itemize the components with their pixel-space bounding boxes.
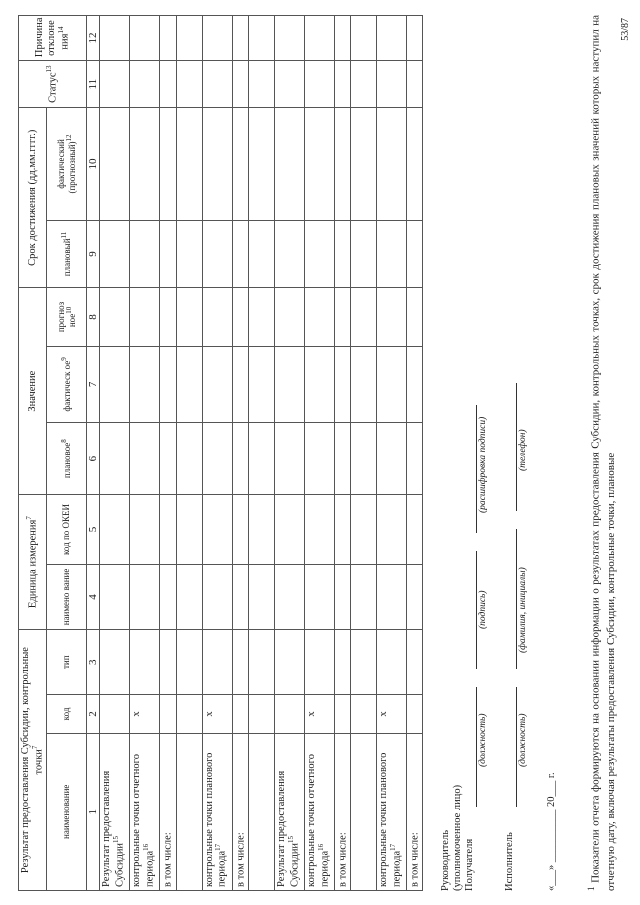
row-code-cell — [407, 695, 423, 733]
empty-cell[interactable] — [232, 495, 248, 565]
footnote-text: Показатели отчета формируются на основании информации о результатах предоставления Субсидии, контрольных точках, срок достижения плановых значений которых наступил на отчетную дату, включая результаты предоставления Субсидии, контрольные точки, плановые — [589, 14, 617, 891]
empty-cell[interactable] — [160, 220, 176, 287]
empty-cell[interactable] — [176, 16, 202, 61]
table-row — [160, 16, 176, 891]
empty-cell[interactable] — [274, 108, 304, 220]
empty-cell[interactable] — [232, 564, 248, 629]
row-name-cell — [232, 733, 248, 890]
row-name-cell — [304, 733, 334, 890]
row-name-cell — [248, 733, 274, 890]
phone-line — [516, 383, 517, 511]
fio-caption: (фамилия, инициалы) — [518, 567, 528, 653]
row-name: в том числе: — [235, 832, 247, 887]
column-number: 11 — [87, 61, 100, 108]
empty-cell[interactable] — [176, 346, 202, 422]
row-code-cell — [248, 695, 274, 733]
empty-cell[interactable] — [202, 346, 232, 422]
column-number: 10 — [87, 108, 100, 220]
empty-cell[interactable] — [232, 630, 248, 695]
row-code-cell — [351, 695, 377, 733]
empty-cell[interactable] — [407, 346, 423, 422]
empty-cell[interactable] — [248, 16, 274, 61]
row-footnote-ref: 17 — [214, 843, 223, 851]
empty-cell[interactable] — [407, 16, 423, 61]
result-group-header: Результат предоставления Субсидии, контрольные точки$^7$ — [19, 630, 47, 891]
unit-okei-header: код по ОКЕИ — [47, 495, 87, 565]
empty-cell[interactable] — [232, 346, 248, 422]
empty-cell[interactable] — [274, 495, 304, 565]
unit-group-header: Единица измерения$^7$ — [19, 495, 47, 630]
empty-cell[interactable] — [334, 564, 350, 629]
row-code-cell — [232, 695, 248, 733]
deadline-planned-header: плановый$^{11}$ — [47, 220, 87, 287]
row-footnote-ref: 16 — [316, 843, 325, 851]
row-code-cell — [274, 695, 304, 733]
empty-cell[interactable] — [232, 220, 248, 287]
signature-caption: (подпись) — [478, 590, 488, 629]
empty-cell[interactable] — [334, 630, 350, 695]
column-number: 7 — [87, 346, 100, 422]
empty-cell[interactable] — [232, 108, 248, 220]
empty-cell[interactable] — [334, 495, 350, 565]
empty-cell[interactable] — [274, 630, 304, 695]
empty-cell[interactable] — [377, 108, 407, 220]
row-name: контрольные точки планового периода — [378, 752, 403, 887]
row-name: в том числе: — [409, 832, 421, 887]
empty-cell[interactable] — [304, 108, 334, 220]
row-code-cell: x — [202, 695, 232, 733]
empty-cell[interactable] — [202, 495, 232, 565]
decode-caption: (расшифровка подписи) — [478, 416, 488, 513]
empty-cell[interactable] — [100, 630, 130, 695]
empty-cell[interactable] — [274, 423, 304, 495]
row-code-cell — [160, 695, 176, 733]
empty-cell[interactable] — [130, 495, 160, 565]
empty-cell[interactable] — [407, 564, 423, 629]
empty-cell[interactable] — [377, 630, 407, 695]
code-header: код — [47, 695, 87, 733]
empty-cell[interactable] — [232, 423, 248, 495]
column-number: 3 — [87, 630, 100, 695]
empty-cell[interactable] — [304, 495, 334, 565]
type-header: тип — [47, 630, 87, 695]
deadline-group-header: Срок достижения (дд.мм.гггг.) — [19, 108, 47, 288]
row-name: контрольные точки отчетного периода — [131, 754, 156, 887]
empty-cell[interactable] — [248, 346, 274, 422]
empty-cell[interactable] — [304, 16, 334, 61]
row-name: в том числе: — [162, 832, 174, 887]
empty-cell[interactable] — [100, 16, 130, 61]
empty-cell[interactable] — [202, 564, 232, 629]
empty-cell[interactable] — [130, 423, 160, 495]
row-footnote-ref: 17 — [388, 843, 397, 851]
column-number: 12 — [87, 16, 100, 61]
empty-cell[interactable] — [202, 16, 232, 61]
empty-cell[interactable] — [130, 16, 160, 61]
empty-cell[interactable] — [351, 346, 377, 422]
empty-cell[interactable] — [130, 220, 160, 287]
empty-cell[interactable] — [351, 288, 377, 346]
empty-cell[interactable] — [232, 61, 248, 108]
empty-cell[interactable] — [274, 220, 304, 287]
empty-cell[interactable] — [274, 288, 304, 346]
empty-cell[interactable] — [351, 220, 377, 287]
name-header: наименование — [47, 733, 87, 890]
row-code-cell: x — [377, 695, 407, 733]
empty-cell[interactable] — [274, 346, 304, 422]
empty-cell[interactable] — [130, 61, 160, 108]
empty-cell[interactable] — [202, 423, 232, 495]
empty-cell[interactable] — [100, 495, 130, 565]
empty-cell[interactable] — [202, 61, 232, 108]
empty-cell[interactable] — [304, 630, 334, 695]
page-number: 53/87 — [620, 18, 631, 41]
empty-cell[interactable] — [377, 220, 407, 287]
empty-cell[interactable] — [407, 288, 423, 346]
empty-cell[interactable] — [304, 564, 334, 629]
position-caption: (должность) — [478, 713, 488, 767]
empty-cell[interactable] — [176, 108, 202, 220]
empty-cell[interactable] — [100, 346, 130, 422]
row-name: в том числе: — [337, 832, 349, 887]
empty-cell[interactable] — [176, 61, 202, 108]
empty-cell[interactable] — [407, 423, 423, 495]
row-name-cell — [100, 733, 130, 890]
unit-name-header: наимено вание — [47, 564, 87, 629]
empty-cell[interactable] — [274, 61, 304, 108]
table-row — [176, 16, 202, 891]
empty-cell[interactable] — [248, 495, 274, 565]
empty-cell[interactable] — [176, 564, 202, 629]
table-row — [248, 16, 274, 891]
head-label-3: Получателя — [464, 838, 475, 891]
head-label-2: (уполномоченное лицо) — [452, 784, 463, 891]
reason-header: Причина отклоне ния$^{14}$ — [19, 16, 87, 61]
row-name-cell — [160, 733, 176, 890]
executor-label: Исполнитель — [504, 832, 515, 891]
table-row — [377, 16, 407, 891]
empty-cell[interactable] — [100, 61, 130, 108]
table-row — [351, 16, 377, 891]
empty-cell[interactable] — [377, 423, 407, 495]
row-name-cell — [377, 733, 407, 890]
phone-caption: (телефон) — [518, 429, 528, 471]
empty-cell[interactable] — [160, 346, 176, 422]
table-row — [202, 16, 232, 891]
empty-cell[interactable] — [248, 564, 274, 629]
column-number: 9 — [87, 220, 100, 287]
empty-cell[interactable] — [334, 220, 350, 287]
footnote-marker: 1 — [586, 886, 596, 891]
row-name-cell — [176, 733, 202, 890]
empty-cell[interactable] — [377, 16, 407, 61]
table-row — [232, 16, 248, 891]
footnote — [585, 15, 618, 891]
empty-cell[interactable] — [100, 564, 130, 629]
empty-cell[interactable] — [160, 630, 176, 695]
column-number: 5 — [87, 495, 100, 565]
table-row — [407, 16, 423, 891]
deadline-actual-header: фактический (прогнозный)$^{12}$ — [47, 108, 87, 220]
empty-cell[interactable] — [232, 16, 248, 61]
empty-cell[interactable] — [248, 220, 274, 287]
column-number: 6 — [87, 423, 100, 495]
empty-cell[interactable] — [248, 108, 274, 220]
empty-cell[interactable] — [160, 108, 176, 220]
empty-cell[interactable] — [274, 564, 304, 629]
report-date: «___» __________ 20___ г. — [546, 772, 557, 891]
empty-cell[interactable] — [248, 61, 274, 108]
empty-cell[interactable] — [351, 495, 377, 565]
empty-cell[interactable] — [377, 288, 407, 346]
empty-cell[interactable] — [351, 564, 377, 629]
empty-cell[interactable] — [248, 630, 274, 695]
empty-cell[interactable] — [130, 346, 160, 422]
signature-line — [476, 551, 477, 669]
row-name-cell — [202, 733, 232, 890]
planned-header: плановое$^8$ — [47, 423, 87, 495]
row-footnote-ref: 15 — [112, 835, 121, 843]
table-row — [274, 16, 304, 891]
empty-cell[interactable] — [304, 220, 334, 287]
empty-cell[interactable] — [377, 564, 407, 629]
empty-cell[interactable] — [160, 288, 176, 346]
row-name: Результат предоставления Субсидии — [275, 770, 301, 887]
empty-cell[interactable] — [334, 288, 350, 346]
row-name-cell — [407, 733, 423, 890]
row-code-cell — [334, 695, 350, 733]
table-row — [100, 16, 130, 891]
empty-cell[interactable] — [407, 220, 423, 287]
empty-cell[interactable] — [160, 495, 176, 565]
empty-cell[interactable] — [176, 495, 202, 565]
table-row — [334, 16, 350, 891]
empty-cell[interactable] — [334, 423, 350, 495]
row-name-cell — [334, 733, 350, 890]
empty-cell[interactable] — [351, 16, 377, 61]
column-number: 2 — [87, 695, 100, 733]
row-footnote-ref: 15 — [286, 835, 295, 843]
empty-cell[interactable] — [100, 108, 130, 220]
empty-cell[interactable] — [304, 423, 334, 495]
empty-cell[interactable] — [176, 288, 202, 346]
empty-cell[interactable] — [100, 288, 130, 346]
empty-cell[interactable] — [304, 61, 334, 108]
empty-cell[interactable] — [130, 630, 160, 695]
empty-cell[interactable] — [351, 423, 377, 495]
decode-line — [476, 405, 477, 533]
empty-cell[interactable] — [202, 288, 232, 346]
empty-cell[interactable] — [176, 423, 202, 495]
empty-cell[interactable] — [377, 495, 407, 565]
value-group-header: Значение — [19, 288, 47, 495]
empty-cell[interactable] — [160, 16, 176, 61]
report-table — [18, 15, 423, 891]
status-header: Статус$^{13}$ — [19, 61, 87, 108]
empty-cell[interactable] — [407, 630, 423, 695]
actual-header: фактическ $ое^9$ — [47, 346, 87, 422]
row-code-cell: x — [304, 695, 334, 733]
empty-cell[interactable] — [334, 346, 350, 422]
empty-cell[interactable] — [160, 423, 176, 495]
column-number-row — [87, 16, 100, 891]
empty-cell[interactable] — [248, 288, 274, 346]
empty-cell[interactable] — [176, 220, 202, 287]
empty-cell[interactable] — [334, 16, 350, 61]
empty-cell[interactable] — [407, 108, 423, 220]
column-number: 1 — [87, 733, 100, 890]
empty-cell[interactable] — [351, 61, 377, 108]
empty-cell[interactable] — [248, 423, 274, 495]
position-line — [476, 687, 477, 807]
empty-cell[interactable] — [202, 630, 232, 695]
forecast-header: прогноз ное$^{10}$ — [47, 288, 87, 346]
row-name: Результат предоставления Субсидии — [101, 770, 126, 887]
row-code-cell: x — [130, 695, 160, 733]
head-label-1: Руководитель — [440, 830, 451, 891]
empty-cell[interactable] — [160, 564, 176, 629]
empty-cell[interactable] — [407, 61, 423, 108]
empty-cell[interactable] — [202, 108, 232, 220]
row-code-cell — [176, 695, 202, 733]
empty-cell[interactable] — [176, 630, 202, 695]
empty-cell[interactable] — [130, 288, 160, 346]
table-row — [130, 16, 160, 891]
empty-cell[interactable] — [334, 61, 350, 108]
empty-cell[interactable] — [334, 108, 350, 220]
row-name-cell — [351, 733, 377, 890]
empty-cell[interactable] — [407, 495, 423, 565]
row-name: контрольные точки отчетного периода — [305, 754, 331, 887]
executor-position-caption: (должность) — [518, 713, 528, 767]
empty-cell[interactable] — [304, 288, 334, 346]
empty-cell[interactable] — [377, 346, 407, 422]
empty-cell[interactable] — [100, 423, 130, 495]
empty-cell[interactable] — [202, 220, 232, 287]
empty-cell[interactable] — [274, 16, 304, 61]
empty-cell[interactable] — [100, 220, 130, 287]
empty-cell[interactable] — [351, 108, 377, 220]
fio-line — [516, 529, 517, 669]
empty-cell[interactable] — [304, 346, 334, 422]
empty-cell[interactable] — [130, 108, 160, 220]
empty-cell[interactable] — [160, 61, 176, 108]
column-number: 4 — [87, 564, 100, 629]
empty-cell[interactable] — [130, 564, 160, 629]
row-name-cell — [274, 733, 304, 890]
empty-cell[interactable] — [351, 630, 377, 695]
empty-cell[interactable] — [377, 61, 407, 108]
column-number: 8 — [87, 288, 100, 346]
row-footnote-ref: 16 — [142, 843, 151, 851]
executor-position-line — [516, 687, 517, 807]
row-name: контрольные точки планового периода — [203, 752, 228, 887]
table-row — [304, 16, 334, 891]
empty-cell[interactable] — [232, 288, 248, 346]
row-name-cell — [130, 733, 160, 890]
row-code-cell — [100, 695, 130, 733]
